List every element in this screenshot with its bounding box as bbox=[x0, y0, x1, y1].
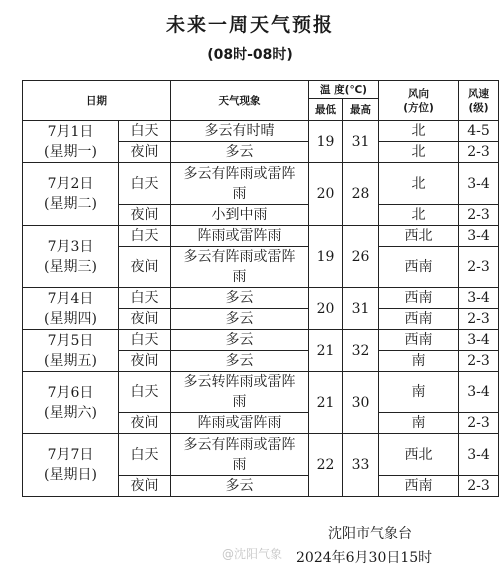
header-min-temp: 最低 bbox=[309, 99, 343, 121]
wind-speed-night: 2-3 bbox=[459, 247, 499, 288]
date-text: 7月1日 bbox=[47, 123, 94, 140]
period-day-label: 白天 bbox=[119, 434, 171, 476]
period-night-label: 夜间 bbox=[119, 413, 171, 434]
wind-dir-day: 南 bbox=[379, 372, 459, 413]
weekday-text: (星期日) bbox=[44, 467, 97, 483]
temp-min: 22 bbox=[309, 434, 343, 497]
weekday-text: (星期二) bbox=[44, 196, 97, 212]
period-night-label: 夜间 bbox=[119, 142, 171, 163]
wind-dir-night: 西南 bbox=[379, 476, 459, 497]
weather-day: 多云转阵雨或雷阵雨 bbox=[171, 372, 309, 413]
date-text: 7月3日 bbox=[47, 238, 94, 255]
date-text: 7月5日 bbox=[47, 332, 94, 349]
period-night-label: 夜间 bbox=[119, 476, 171, 497]
weekday-text: (星期六) bbox=[44, 404, 97, 421]
temp-max: 31 bbox=[343, 288, 379, 330]
period-day-label: 白天 bbox=[119, 226, 171, 247]
header-row bbox=[23, 81, 499, 99]
temp-min: 19 bbox=[309, 226, 343, 288]
forecast-row-day bbox=[23, 434, 499, 476]
header-wind-direction bbox=[379, 81, 459, 121]
header-wind-direction-line2: (方位) bbox=[403, 101, 434, 114]
weather-day: 多云有阵雨或雷阵雨 bbox=[171, 434, 309, 476]
temp-min: 19 bbox=[309, 121, 343, 163]
temp-max: 32 bbox=[343, 330, 379, 372]
header-wind-direction-line1: 风向 bbox=[408, 87, 429, 100]
forecast-row-day bbox=[23, 163, 499, 205]
wind-dir-night: 西南 bbox=[379, 247, 459, 288]
header-temperature: 温 度(℃) bbox=[309, 81, 379, 99]
wind-dir-night: 南 bbox=[379, 413, 459, 434]
date-cell bbox=[23, 163, 119, 226]
wind-dir-day: 西南 bbox=[379, 288, 459, 309]
period-night-label: 夜间 bbox=[119, 205, 171, 226]
issuer-name: 沈阳市气象台 bbox=[328, 526, 412, 542]
date-cell bbox=[23, 226, 119, 288]
wind-speed-day: 4-5 bbox=[459, 121, 499, 142]
wind-dir-day: 西北 bbox=[379, 226, 459, 247]
wind-dir-day: 西南 bbox=[379, 330, 459, 351]
forecast-row-day bbox=[23, 121, 499, 142]
temp-max: 31 bbox=[343, 121, 379, 163]
weather-day: 多云 bbox=[171, 330, 309, 351]
weather-day: 多云 bbox=[171, 288, 309, 309]
watermark-text: @沈阳气象 bbox=[222, 547, 283, 561]
weather-night: 多云 bbox=[171, 309, 309, 330]
period-night-label: 夜间 bbox=[119, 247, 171, 288]
date-cell bbox=[23, 434, 119, 497]
weather-night: 多云有阵雨或雷阵雨 bbox=[171, 247, 309, 288]
page-title: 未来一周天气预报 bbox=[165, 14, 334, 36]
period-day-label: 白天 bbox=[119, 372, 171, 413]
wind-dir-day: 北 bbox=[379, 121, 459, 142]
period-night-label: 夜间 bbox=[119, 309, 171, 330]
wind-speed-night: 2-3 bbox=[459, 351, 499, 372]
wind-dir-day: 北 bbox=[379, 163, 459, 205]
temp-max: 33 bbox=[343, 434, 379, 497]
forecast-row-day bbox=[23, 226, 499, 247]
weekday-text: (星期一) bbox=[44, 143, 97, 160]
temp-min: 21 bbox=[309, 372, 343, 434]
header-wind-speed-line2: (级) bbox=[468, 101, 489, 114]
weekday-text: (星期四) bbox=[44, 310, 97, 327]
date-cell bbox=[23, 372, 119, 434]
period-day-label: 白天 bbox=[119, 288, 171, 309]
header-max-temp: 最高 bbox=[343, 99, 379, 121]
weather-night: 多云 bbox=[171, 476, 309, 497]
weekday-text: (星期三) bbox=[44, 258, 97, 275]
wind-speed-day: 3-4 bbox=[459, 330, 499, 351]
temp-max: 26 bbox=[343, 226, 379, 288]
wind-speed-day: 3-4 bbox=[459, 288, 499, 309]
wind-speed-day: 3-4 bbox=[459, 226, 499, 247]
header-date: 日期 bbox=[23, 81, 171, 121]
date-cell bbox=[23, 121, 119, 163]
temp-min: 20 bbox=[309, 288, 343, 330]
header-wind-speed-line1: 风速 bbox=[468, 87, 489, 100]
header-wind-speed bbox=[459, 81, 499, 121]
wind-dir-night: 西南 bbox=[379, 309, 459, 330]
forecast-row-day bbox=[23, 372, 499, 413]
temp-min: 20 bbox=[309, 163, 343, 226]
weather-night: 阵雨或雷阵雨 bbox=[171, 413, 309, 434]
wind-speed-day: 3-4 bbox=[459, 434, 499, 476]
date-text: 7月6日 bbox=[47, 384, 94, 401]
date-text: 7月4日 bbox=[47, 290, 94, 307]
wind-speed-day: 3-4 bbox=[459, 372, 499, 413]
date-text: 7月7日 bbox=[47, 447, 94, 463]
weather-day: 阵雨或雷阵雨 bbox=[171, 226, 309, 247]
header-phenomenon: 天气现象 bbox=[171, 81, 309, 121]
weather-night: 小到中雨 bbox=[171, 205, 309, 226]
date-cell bbox=[23, 330, 119, 372]
period-day-label: 白天 bbox=[119, 330, 171, 351]
period-day-label: 白天 bbox=[119, 121, 171, 142]
date-cell bbox=[23, 288, 119, 330]
wind-speed-night: 2-3 bbox=[459, 142, 499, 163]
temp-min: 21 bbox=[309, 330, 343, 372]
period-night-label: 夜间 bbox=[119, 351, 171, 372]
page-subtitle: (08时-08时) bbox=[207, 47, 293, 63]
weather-day: 多云有时晴 bbox=[171, 121, 309, 142]
forecast-row-day bbox=[23, 288, 499, 309]
wind-dir-day: 西北 bbox=[379, 434, 459, 476]
forecast-table bbox=[22, 80, 499, 497]
wind-speed-night: 2-3 bbox=[459, 309, 499, 330]
wind-dir-night: 北 bbox=[379, 205, 459, 226]
wind-dir-night: 北 bbox=[379, 142, 459, 163]
wind-speed-day: 3-4 bbox=[459, 163, 499, 205]
weather-day: 多云有阵雨或雷阵雨 bbox=[171, 163, 309, 205]
wind-speed-night: 2-3 bbox=[459, 476, 499, 497]
period-day-label: 白天 bbox=[119, 163, 171, 205]
temp-max: 30 bbox=[343, 372, 379, 434]
forecast-row-day bbox=[23, 330, 499, 351]
date-text: 7月2日 bbox=[47, 176, 94, 192]
issue-time: 2024年6月30日15时 bbox=[296, 550, 433, 566]
wind-speed-night: 2-3 bbox=[459, 413, 499, 434]
weekday-text: (星期五) bbox=[44, 352, 97, 369]
forecast-body bbox=[23, 121, 499, 497]
wind-dir-night: 南 bbox=[379, 351, 459, 372]
weather-night: 多云 bbox=[171, 351, 309, 372]
wind-speed-night: 2-3 bbox=[459, 205, 499, 226]
temp-max: 28 bbox=[343, 163, 379, 226]
weather-night: 多云 bbox=[171, 142, 309, 163]
